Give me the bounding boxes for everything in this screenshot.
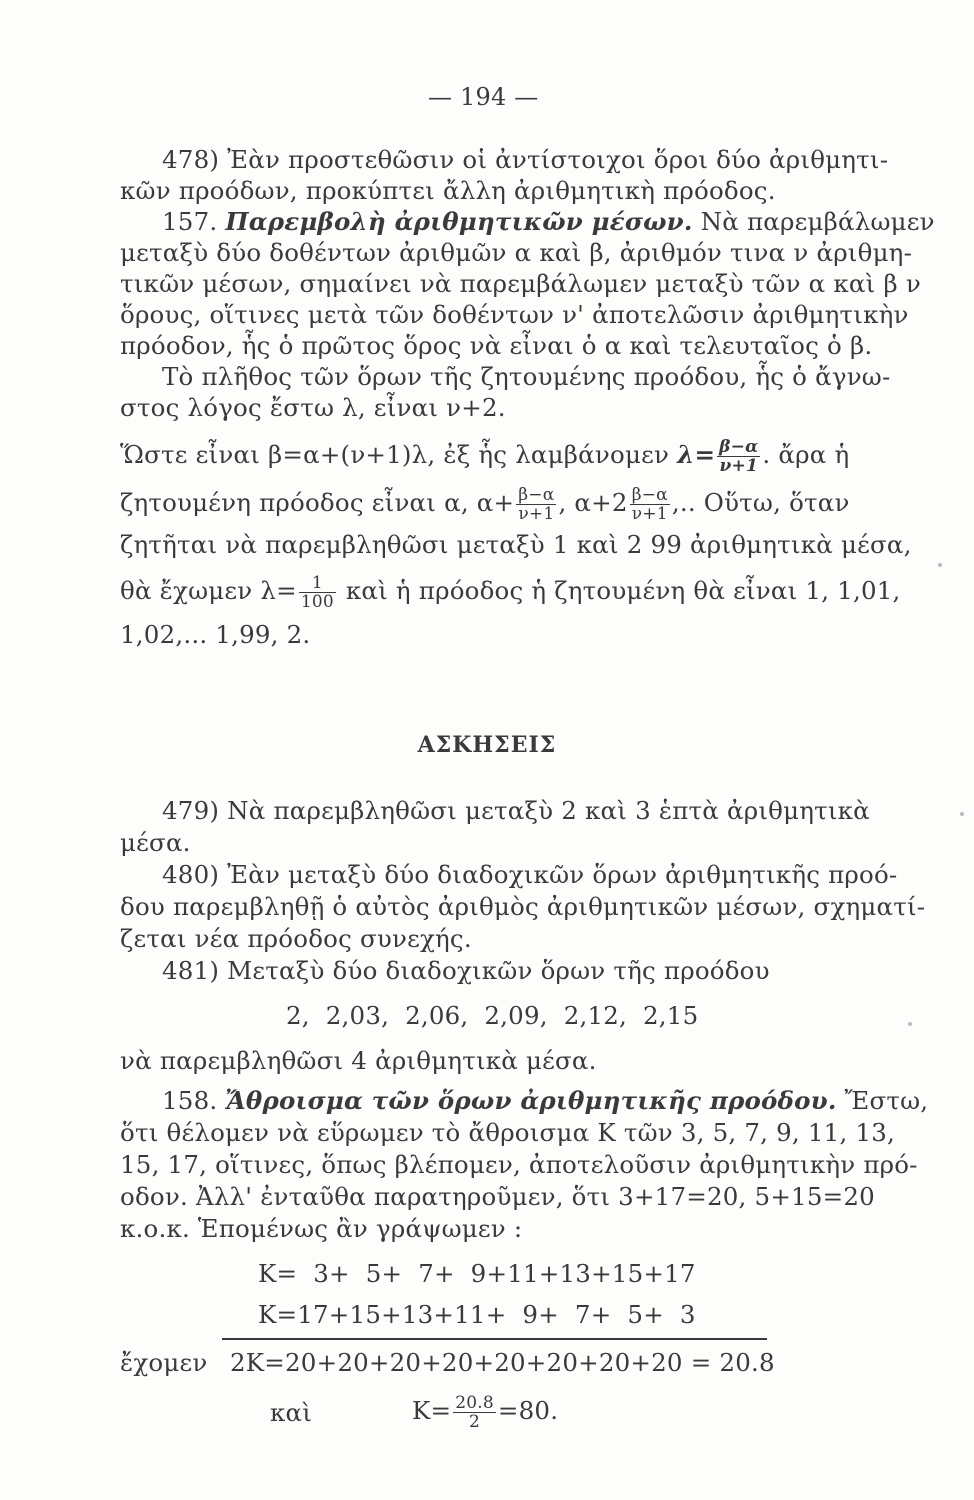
section-157-line-6: Τὸ πλῆθος τῶν ὅρων τῆς ζητουμένης προόδου, ἧς ὁ ἄγνω- bbox=[162, 362, 891, 391]
scan-speck bbox=[908, 1022, 912, 1026]
section-158-title: Ἄθροισμα τῶν ὅρων ἀριθμητικῆς προόδου. bbox=[225, 1086, 837, 1115]
example-lambda-fraction bbox=[299, 574, 336, 611]
example-lambda-text: θὰ ἔχωμεν λ= bbox=[120, 576, 297, 605]
term-fraction-2-numerator: β−α bbox=[631, 485, 668, 505]
section-157-title: Παρεμβολὴ ἀριθμητικῶν μέσων. bbox=[225, 207, 693, 236]
section-157-line-11 bbox=[120, 574, 901, 611]
exercise-480-line-1: 480) Ἐὰν μεταξὺ δύο διαδοχικῶν ὅρων ἀριθμητικῆς προό- bbox=[162, 860, 898, 889]
section-157-line-3: τικῶν μέσων, σημαίνει νὰ παρεμβάλωμεν μεταξὺ τῶν α καὶ β ν bbox=[120, 269, 921, 298]
example-lambda-numerator: 1 bbox=[299, 574, 336, 593]
exercise-478-line-1: 478) Ἐὰν προστεθῶσιν οἱ ἀντίστοιχοι ὅροι δύο ἀριθμητι- bbox=[162, 145, 889, 174]
term-fraction-1 bbox=[516, 486, 556, 523]
final-sum-lhs: Κ= bbox=[412, 1396, 452, 1425]
sequence-mid-text: , α+2 bbox=[558, 488, 628, 517]
exercise-479-line-2: μέσα. bbox=[120, 828, 191, 857]
exercise-481-sequence: 2, 2,03, 2,06, 2,09, 2,12, 2,15 bbox=[286, 1001, 699, 1030]
section-157-line-8 bbox=[120, 438, 849, 475]
term-fraction-1-denominator: ν+1 bbox=[518, 504, 555, 524]
scan-speck bbox=[938, 563, 942, 567]
section-157-line-12: 1,02,... 1,99, 2. bbox=[120, 620, 311, 649]
lambda-numerator: β−α bbox=[719, 437, 759, 457]
section-157-line-2: μεταξὺ δύο δοθέντων ἀριθμῶν α καὶ β, ἀριθμόν τινα ν ἀριθμη- bbox=[120, 238, 913, 267]
lambda-symbol: λ= bbox=[677, 440, 716, 469]
section-157-number: 157. bbox=[162, 207, 218, 236]
final-sum-denominator: 2 bbox=[469, 1412, 481, 1432]
exercise-480-line-2: δου παρεμβληθῇ ὁ αὐτὸς ἀριθμὸς ἀριθμητικῶν μέσων, σχηματί- bbox=[120, 892, 926, 921]
therefore-text: . ἄρα ἡ bbox=[762, 440, 850, 469]
section-158-line-4: οδον. Ἀλλ' ἐνταῦθα παρατηροῦμεν, ὅτι 3+17=20, 5+15=20 bbox=[120, 1182, 875, 1211]
term-fraction-1-numerator: β−α bbox=[518, 485, 555, 505]
section-157-line-5: πρόοδον, ἧς ὁ πρῶτος ὅρος νὰ εἶναι ὁ α καὶ τελευταῖος ὁ β. bbox=[120, 331, 873, 360]
example-lambda-denominator: 100 bbox=[300, 592, 334, 612]
section-158-line-5: κ.ο.κ. Ἑπομένως ἂν γράψωμεν : bbox=[120, 1214, 523, 1243]
term-fraction-2-denominator: ν+1 bbox=[631, 504, 668, 524]
section-158-line-1 bbox=[162, 1086, 928, 1116]
section-157-line-4: ὅρους, οἵτινες μετὰ τῶν δοθέντων ν' ἀποτελῶσιν ἀριθμητικὴν bbox=[120, 300, 909, 329]
sequence-text: ζητουμένη πρόοδος εἶναι α, α+ bbox=[120, 488, 515, 517]
lambda-derivation-text: Ὥστε εἶναι β=α+(ν+1)λ, ἐξ ἧς λαμβάνομεν bbox=[120, 440, 670, 469]
exercise-479-line-1: 479) Νὰ παρεμβληθῶσι μεταξὺ 2 καὶ 3 ἑπτὰ ἀριθμητικὰ bbox=[162, 796, 870, 825]
double-sum-equation: 2Κ=20+20+20+20+20+20+20+20 = 20.8 bbox=[230, 1348, 775, 1377]
sequence-end-text: ,.. Οὕτω, ὅταν bbox=[671, 488, 850, 517]
exercise-481-line-1: 481) Μεταξὺ δύο διαδοχικῶν ὅρων τῆς προόδου bbox=[162, 956, 770, 985]
section-157-line-1 bbox=[162, 207, 935, 237]
section-157-line-7: στος λόγος ἔστω λ, εἶναι ν+2. bbox=[120, 393, 506, 422]
exercise-480-line-3: ζεται νέα πρόοδος συνεχής. bbox=[120, 924, 472, 953]
final-sum-result: =80. bbox=[497, 1396, 559, 1425]
section-158-line-3: 15, 17, οἵτινες, ὅπως βλέπομεν, ἀποτελοῦσιν ἀριθμητικὴν πρό- bbox=[120, 1150, 918, 1179]
lambda-fraction bbox=[717, 438, 760, 475]
scan-speck bbox=[960, 812, 964, 816]
section-158-number: 158. bbox=[162, 1086, 218, 1115]
and-label: καὶ bbox=[270, 1398, 313, 1427]
final-sum-numerator: 20.8 bbox=[455, 1393, 494, 1413]
final-sum-equation bbox=[412, 1394, 558, 1431]
term-fraction-2 bbox=[630, 486, 670, 523]
page-number: — 194 — bbox=[428, 83, 539, 111]
section-157-line-10: ζητῆται νὰ παρεμβληθῶσι μεταξὺ 1 καὶ 2 99 ἀριθμητικὰ μέσα, bbox=[120, 530, 912, 559]
have-label: ἔχομεν bbox=[120, 1348, 208, 1377]
exercise-481-line-3: νὰ παρεμβληθῶσι 4 ἀριθμητικὰ μέσα. bbox=[120, 1046, 597, 1075]
exercises-heading: ΑΣΚΗΣΕΙΣ bbox=[417, 732, 557, 758]
section-157-line-9 bbox=[120, 486, 850, 523]
lambda-denominator: ν+1 bbox=[719, 456, 759, 476]
example-sequence-text: καὶ ἡ πρόοδος ἡ ζητουμένη θὰ εἶναι 1, 1,01, bbox=[345, 576, 901, 605]
final-sum-fraction bbox=[453, 1394, 496, 1431]
sum-equation-reverse: Κ=17+15+13+11+ 9+ 7+ 5+ 3 bbox=[258, 1300, 696, 1329]
sum-equation-forward: Κ= 3+ 5+ 7+ 9+11+13+15+17 bbox=[258, 1259, 696, 1288]
section-158-line-1-rest: Ἔστω, bbox=[844, 1086, 929, 1115]
section-158-line-2: ὅτι θέλομεν νὰ εὕρωμεν τὸ ἄθροισμα Κ τῶν 3, 5, 7, 9, 11, 13, bbox=[120, 1118, 896, 1147]
exercise-478-line-2: κῶν προόδων, προκύπτει ἄλλη ἀριθμητικὴ πρόοδος. bbox=[120, 176, 776, 205]
section-157-line-1-rest: Νὰ παρεμβάλωμεν bbox=[700, 207, 935, 236]
sum-rule bbox=[222, 1338, 767, 1340]
